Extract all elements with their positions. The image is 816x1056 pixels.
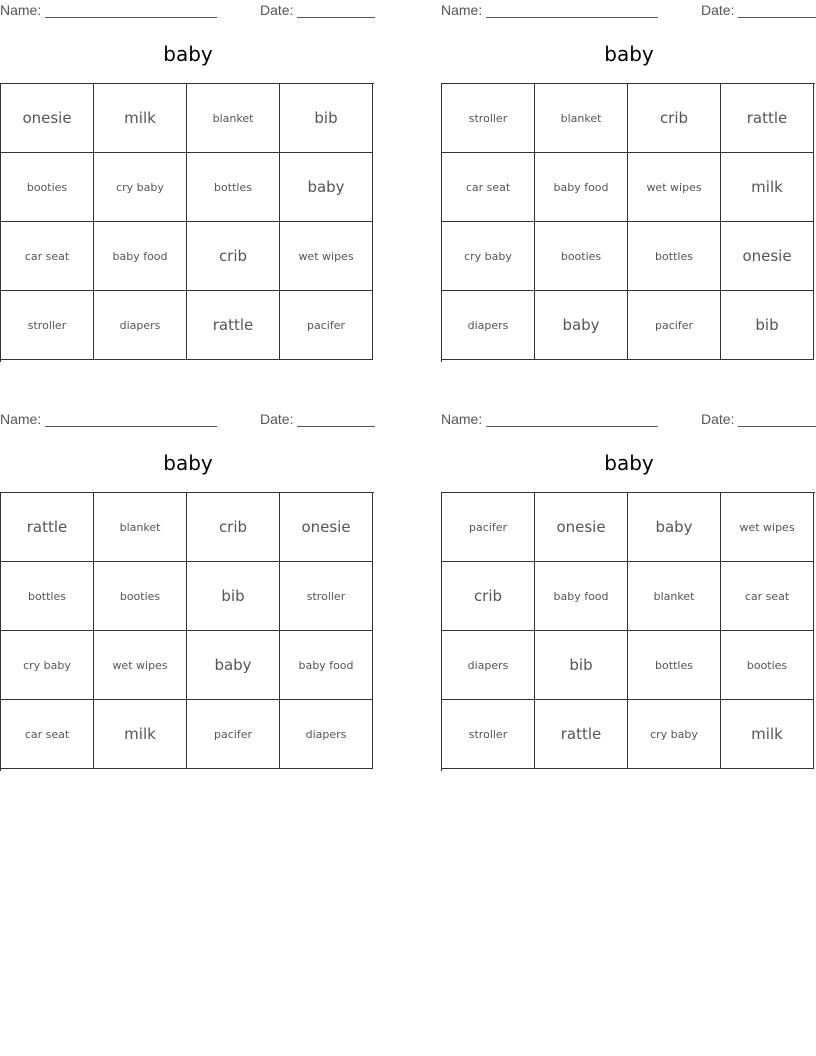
name-label: Name: — [0, 411, 42, 427]
bingo-cell: milk — [94, 84, 187, 153]
bingo-cell: blanket — [94, 493, 187, 562]
bingo-cell: pacifer — [442, 493, 535, 562]
card-title: baby — [163, 42, 213, 66]
date-blank-line — [297, 17, 375, 18]
name-blank-line — [45, 17, 217, 18]
bingo-cell: car seat — [1, 222, 94, 291]
bingo-cell: baby — [280, 153, 373, 222]
bingo-cell: crib — [628, 84, 721, 153]
bingo-card — [0, 0, 376, 372]
bingo-cell: bottles — [628, 222, 721, 291]
bingo-cell: pacifer — [187, 700, 280, 769]
bingo-cell: car seat — [442, 153, 535, 222]
name-label: Name: — [441, 2, 483, 18]
card-header — [0, 0, 376, 20]
bingo-cell: cry baby — [628, 700, 721, 769]
card-title: baby — [604, 451, 654, 475]
bingo-cell: onesie — [1, 84, 94, 153]
bingo-cell: stroller — [1, 291, 94, 360]
bingo-cell: stroller — [442, 700, 535, 769]
bingo-card — [0, 409, 376, 781]
bingo-cell: crib — [187, 493, 280, 562]
bingo-cell: blanket — [535, 84, 628, 153]
bingo-cell: diapers — [280, 700, 373, 769]
card-header — [0, 409, 376, 429]
bingo-cell: cry baby — [94, 153, 187, 222]
bingo-cell: booties — [1, 153, 94, 222]
name-label: Name: — [441, 411, 483, 427]
date-label: Date: — [701, 2, 735, 18]
bingo-cell: car seat — [721, 562, 814, 631]
name-blank-line — [486, 426, 658, 427]
bingo-cell: rattle — [187, 291, 280, 360]
bingo-cell: booties — [721, 631, 814, 700]
bingo-cell: rattle — [1, 493, 94, 562]
name-blank-line — [45, 426, 217, 427]
bingo-cell: diapers — [94, 291, 187, 360]
bingo-cell: bottles — [1, 562, 94, 631]
bingo-cell: baby — [535, 291, 628, 360]
bingo-cell: onesie — [280, 493, 373, 562]
bingo-cell: pacifer — [280, 291, 373, 360]
bingo-cell: pacifer — [628, 291, 721, 360]
bingo-cell: baby food — [94, 222, 187, 291]
bingo-cell: milk — [94, 700, 187, 769]
bingo-grid — [441, 83, 815, 362]
bingo-cell: cry baby — [1, 631, 94, 700]
bingo-cell: bottles — [187, 153, 280, 222]
card-header — [441, 0, 816, 20]
bingo-cell: baby — [628, 493, 721, 562]
bingo-cell: car seat — [1, 700, 94, 769]
card-title: baby — [163, 451, 213, 475]
bingo-cell: rattle — [721, 84, 814, 153]
bingo-cell: baby food — [535, 153, 628, 222]
bingo-cell: crib — [187, 222, 280, 291]
date-label: Date: — [260, 2, 294, 18]
bingo-cell: bib — [187, 562, 280, 631]
bingo-cell: wet wipes — [628, 153, 721, 222]
bingo-cell: baby food — [280, 631, 373, 700]
date-blank-line — [738, 17, 816, 18]
date-label: Date: — [701, 411, 735, 427]
bingo-cell: milk — [721, 153, 814, 222]
bingo-cell: stroller — [442, 84, 535, 153]
bingo-cell: blanket — [187, 84, 280, 153]
bingo-cell: baby food — [535, 562, 628, 631]
bingo-card — [441, 0, 816, 372]
bingo-cell: blanket — [628, 562, 721, 631]
bingo-cell: diapers — [442, 631, 535, 700]
bingo-cell: booties — [94, 562, 187, 631]
bingo-grid — [0, 83, 374, 362]
bingo-cell: bib — [535, 631, 628, 700]
bingo-cell: diapers — [442, 291, 535, 360]
bingo-cell: bib — [280, 84, 373, 153]
bingo-cell: onesie — [721, 222, 814, 291]
bingo-cell: stroller — [280, 562, 373, 631]
bingo-cell: bib — [721, 291, 814, 360]
name-blank-line — [486, 17, 658, 18]
bingo-cell: rattle — [535, 700, 628, 769]
name-label: Name: — [0, 2, 42, 18]
bingo-cell: onesie — [535, 493, 628, 562]
bingo-cell: booties — [535, 222, 628, 291]
date-label: Date: — [260, 411, 294, 427]
bingo-cell: bottles — [628, 631, 721, 700]
date-blank-line — [738, 426, 816, 427]
bingo-cell: cry baby — [442, 222, 535, 291]
card-title: baby — [604, 42, 654, 66]
bingo-cell: baby — [187, 631, 280, 700]
bingo-cell: wet wipes — [721, 493, 814, 562]
bingo-cell: wet wipes — [280, 222, 373, 291]
card-header — [441, 409, 816, 429]
bingo-grid — [0, 492, 374, 771]
bingo-grid — [441, 492, 815, 771]
bingo-cell: wet wipes — [94, 631, 187, 700]
bingo-cell: crib — [442, 562, 535, 631]
bingo-cell: milk — [721, 700, 814, 769]
date-blank-line — [297, 426, 375, 427]
bingo-card — [441, 409, 816, 781]
